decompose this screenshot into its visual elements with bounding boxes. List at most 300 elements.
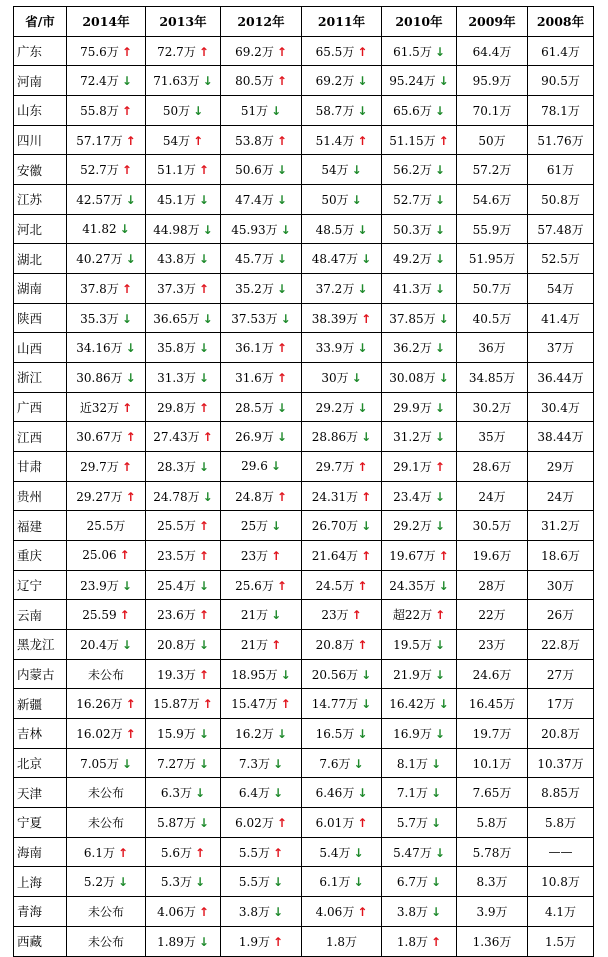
value-cell	[457, 570, 528, 600]
cell-value: 34.85万	[468, 370, 516, 385]
arrow-up-icon: ↑	[438, 548, 449, 563]
value-cell	[382, 155, 457, 185]
value-cell	[528, 570, 594, 600]
province-name: 浙江	[14, 363, 67, 393]
arrow-down-icon: ↓	[125, 192, 136, 207]
arrow-down-icon: ↓	[125, 252, 136, 267]
value-cell	[382, 452, 457, 482]
value-cell	[146, 36, 221, 66]
value-cell	[528, 689, 594, 719]
arrow-down-icon: ↓	[276, 400, 287, 415]
arrow-up-icon: ↑	[121, 281, 132, 296]
value-cell	[146, 511, 221, 541]
cell-value: 6.01万	[315, 815, 355, 830]
arrow-up-icon: ↑	[125, 430, 136, 445]
province-name: 吉林	[14, 719, 67, 749]
arrow-down-icon: ↓	[121, 74, 132, 89]
header-year: 2013年	[146, 7, 221, 37]
arrow-down-icon: ↓	[195, 786, 206, 801]
value-cell	[221, 125, 302, 155]
cell-value: 36.65万	[153, 311, 200, 326]
cell-value: 5.87万	[157, 815, 196, 830]
arrow-down-icon: ↓	[351, 192, 362, 207]
table-row	[14, 630, 594, 660]
table-row	[14, 808, 594, 838]
arrow-up-icon: ↑	[434, 459, 445, 474]
value-cell	[67, 748, 146, 778]
province-name: 安徽	[14, 155, 67, 185]
value-cell	[382, 511, 457, 541]
cell-value: 23万	[478, 637, 506, 652]
cell-value: 28.5万	[235, 400, 274, 415]
arrow-down-icon: ↓	[357, 281, 368, 296]
arrow-up-icon: ↑	[273, 934, 284, 949]
province-name: 宁夏	[14, 808, 67, 838]
value-cell	[146, 392, 221, 422]
value-cell	[67, 125, 146, 155]
arrow-down-icon: ↓	[198, 578, 209, 593]
table-row	[14, 778, 594, 808]
arrow-down-icon: ↓	[438, 578, 449, 593]
cell-value: 26.9万	[235, 430, 274, 445]
arrow-up-icon: ↑	[361, 311, 372, 326]
value-cell	[457, 422, 528, 452]
province-name: 山西	[14, 333, 67, 363]
table-row	[14, 96, 594, 126]
cell-value: 56.2万	[393, 163, 432, 178]
value-cell	[302, 422, 382, 452]
value-cell	[302, 185, 382, 215]
value-cell	[382, 66, 457, 96]
cell-value: 29.1万	[393, 459, 432, 474]
table-row	[14, 66, 594, 96]
cell-value: 22.8万	[541, 637, 580, 652]
value-cell	[221, 867, 302, 897]
arrow-up-icon: ↑	[271, 637, 282, 652]
province-name: 江西	[14, 422, 67, 452]
arrow-up-icon: ↑	[435, 608, 446, 623]
province-name: 山东	[14, 96, 67, 126]
arrow-down-icon: ↓	[431, 786, 442, 801]
arrow-down-icon: ↓	[125, 370, 136, 385]
cell-value: 57.17万	[76, 133, 123, 148]
cell-value: 10.1万	[472, 756, 512, 771]
province-name: 西藏	[14, 926, 67, 956]
province-name: 内蒙古	[14, 659, 67, 689]
arrow-down-icon: ↓	[357, 786, 368, 801]
cell-value: 未公布	[87, 815, 124, 830]
value-cell	[221, 600, 302, 630]
value-cell	[382, 422, 457, 452]
arrow-down-icon: ↓	[276, 192, 287, 207]
cell-value: 51.1万	[157, 163, 196, 178]
value-cell	[67, 66, 146, 96]
value-cell	[528, 808, 594, 838]
value-cell	[221, 363, 302, 393]
cell-value: 24.5万	[315, 578, 355, 593]
value-cell	[67, 926, 146, 956]
value-cell	[67, 155, 146, 185]
cell-value: 8.3万	[476, 875, 508, 890]
arrow-up-icon: ↑	[198, 281, 209, 296]
arrow-down-icon: ↓	[357, 341, 368, 356]
cell-value: 78.1万	[541, 103, 580, 118]
arrow-down-icon: ↓	[273, 756, 284, 771]
value-cell	[67, 511, 146, 541]
value-cell	[302, 125, 382, 155]
province-name: 海南	[14, 837, 67, 867]
arrow-up-icon: ↑	[119, 607, 130, 622]
value-cell	[221, 659, 302, 689]
cell-value: 25.5万	[86, 519, 126, 534]
cell-value: 41.82	[82, 222, 117, 237]
value-cell	[221, 392, 302, 422]
cell-value: 45.7万	[235, 252, 274, 267]
arrow-up-icon: ↑	[125, 133, 136, 148]
cell-value: 5.8万	[544, 815, 577, 830]
cell-value: 6.7万	[396, 875, 429, 890]
cell-value: 8.1万	[396, 756, 429, 771]
arrow-down-icon: ↓	[202, 311, 213, 326]
cell-value: 40.5万	[472, 311, 512, 326]
value-cell	[67, 214, 146, 244]
province-name: 广西	[14, 392, 67, 422]
cell-value: 7.65万	[472, 786, 512, 801]
value-cell	[67, 570, 146, 600]
value-cell	[528, 125, 594, 155]
value-cell	[146, 274, 221, 304]
value-cell	[146, 570, 221, 600]
table-row	[14, 689, 594, 719]
arrow-down-icon: ↓	[431, 875, 442, 890]
value-cell	[302, 303, 382, 333]
value-cell	[221, 719, 302, 749]
cell-value: 6.4万	[238, 786, 271, 801]
cell-value: 43.8万	[157, 252, 196, 267]
cell-value: 10.37万	[537, 756, 584, 771]
value-cell	[302, 926, 382, 956]
cell-value: 30万	[546, 578, 575, 593]
value-cell	[528, 452, 594, 482]
value-cell	[457, 778, 528, 808]
header-year: 2010年	[382, 7, 457, 37]
value-cell	[221, 837, 302, 867]
value-cell	[67, 36, 146, 66]
cell-value: 30.67万	[76, 430, 123, 445]
table-row	[14, 333, 594, 363]
header-year: 2012年	[221, 7, 302, 37]
value-cell	[146, 748, 221, 778]
value-cell	[528, 185, 594, 215]
cell-value: 55.9万	[472, 222, 512, 237]
arrow-down-icon: ↓	[193, 103, 204, 118]
cell-value: 30.08万	[389, 370, 436, 385]
value-cell	[457, 363, 528, 393]
table-row	[14, 511, 594, 541]
cell-value: 80.5万	[235, 74, 274, 89]
arrow-down-icon: ↓	[202, 74, 213, 89]
cell-value: 6.1万	[319, 875, 351, 890]
cell-value: 24.78万	[153, 489, 200, 504]
value-cell	[382, 125, 457, 155]
arrow-down-icon: ↓	[434, 103, 445, 118]
arrow-down-icon: ↓	[121, 578, 132, 593]
value-cell	[528, 719, 594, 749]
cell-value: 30.5万	[472, 519, 512, 534]
cell-value: 51.4万	[315, 133, 355, 148]
arrow-down-icon: ↓	[276, 726, 287, 741]
cell-value: 52.7万	[393, 192, 432, 207]
cell-value: 35.2万	[235, 281, 274, 296]
cell-value: 20.4万	[80, 637, 119, 652]
arrow-up-icon: ↑	[121, 44, 132, 59]
arrow-down-icon: ↓	[431, 756, 442, 771]
cell-value: 36.44万	[537, 370, 584, 385]
arrow-down-icon: ↓	[361, 697, 372, 712]
arrow-down-icon: ↓	[198, 815, 209, 830]
cell-value: 42.57万	[76, 192, 123, 207]
value-cell	[221, 96, 302, 126]
value-cell	[146, 244, 221, 274]
arrow-down-icon: ↓	[276, 252, 287, 267]
cell-value: 54.6万	[472, 192, 512, 207]
arrow-up-icon: ↑	[122, 400, 133, 415]
cell-value: 25.5万	[157, 519, 196, 534]
province-name: 福建	[14, 511, 67, 541]
value-cell	[457, 689, 528, 719]
value-cell	[221, 778, 302, 808]
cell-value: 5.5万	[238, 845, 271, 860]
value-cell	[146, 808, 221, 838]
cell-value: 61.4万	[541, 44, 580, 59]
cell-value: 26.70万	[311, 519, 359, 534]
cell-value: 3.8万	[238, 904, 271, 919]
cell-value: 16.42万	[389, 697, 436, 712]
cell-value: 29.8万	[157, 400, 196, 415]
value-cell	[302, 511, 382, 541]
value-cell	[528, 155, 594, 185]
value-cell	[302, 274, 382, 304]
value-cell	[382, 748, 457, 778]
cell-value: 72.4万	[80, 74, 119, 89]
value-cell	[302, 541, 382, 571]
arrow-up-icon: ↑	[121, 103, 132, 118]
arrow-up-icon: ↑	[438, 133, 449, 148]
arrow-down-icon: ↓	[280, 667, 291, 682]
province-name: 天津	[14, 778, 67, 808]
value-cell	[382, 837, 457, 867]
arrow-up-icon: ↑	[198, 163, 209, 178]
cell-value: 7.05万	[80, 756, 119, 771]
cell-value: 65.5万	[315, 44, 355, 59]
table-row	[14, 214, 594, 244]
arrow-up-icon: ↑	[125, 697, 136, 712]
value-cell	[302, 481, 382, 511]
value-cell	[67, 630, 146, 660]
exam-applicants-table	[13, 6, 594, 957]
arrow-up-icon: ↑	[357, 459, 368, 474]
arrow-up-icon: ↑	[121, 163, 132, 178]
value-cell	[528, 274, 594, 304]
arrow-down-icon: ↓	[276, 163, 287, 178]
cell-value: 51.95万	[468, 252, 516, 267]
cell-value: 36.1万	[235, 341, 274, 356]
cell-value: 5.5万	[238, 875, 271, 890]
cell-value: 5.78万	[472, 845, 512, 860]
value-cell	[382, 926, 457, 956]
value-cell	[146, 363, 221, 393]
arrow-down-icon: ↓	[270, 459, 281, 474]
cell-value: 5.7万	[396, 815, 429, 830]
value-cell	[302, 244, 382, 274]
cell-value: 29.7万	[315, 459, 355, 474]
cell-value: 18.95万	[231, 667, 278, 682]
value-cell	[382, 659, 457, 689]
cell-value: 30.2万	[472, 400, 512, 415]
value-cell	[302, 66, 382, 96]
value-cell	[146, 214, 221, 244]
value-cell	[302, 363, 382, 393]
arrow-down-icon: ↓	[198, 934, 209, 949]
cell-value: 5.8万	[476, 815, 508, 830]
value-cell	[67, 274, 146, 304]
cell-value: 5.47万	[393, 845, 432, 860]
arrow-down-icon: ↓	[434, 667, 445, 682]
province-name: 辽宁	[14, 570, 67, 600]
value-cell	[221, 274, 302, 304]
table-row	[14, 659, 594, 689]
arrow-down-icon: ↓	[198, 252, 209, 267]
arrow-down-icon: ↓	[361, 430, 372, 445]
arrow-down-icon: ↓	[353, 845, 364, 860]
value-cell	[67, 897, 146, 927]
arrow-down-icon: ↓	[198, 637, 209, 652]
value-cell	[528, 659, 594, 689]
arrow-down-icon: ↓	[119, 222, 130, 237]
arrow-down-icon: ↓	[276, 281, 287, 296]
table-row	[14, 422, 594, 452]
value-cell	[382, 244, 457, 274]
cell-value: 38.39万	[311, 311, 359, 326]
cell-value: 8.85万	[541, 786, 580, 801]
value-cell	[528, 244, 594, 274]
value-cell	[382, 36, 457, 66]
cell-value: 25万	[240, 519, 269, 534]
cell-value: 41.3万	[393, 281, 432, 296]
arrow-down-icon: ↓	[276, 430, 287, 445]
value-cell	[382, 778, 457, 808]
cell-value: 54万	[546, 281, 575, 296]
value-cell	[382, 274, 457, 304]
value-cell	[67, 837, 146, 867]
value-cell	[302, 867, 382, 897]
arrow-down-icon: ↓	[357, 726, 368, 741]
cell-value: 54万	[162, 133, 191, 148]
value-cell	[382, 481, 457, 511]
cell-value: 20.8万	[157, 637, 196, 652]
province-name: 河北	[14, 214, 67, 244]
value-cell	[528, 748, 594, 778]
arrow-down-icon: ↓	[434, 726, 445, 741]
arrow-down-icon: ↓	[121, 756, 132, 771]
arrow-up-icon: ↑	[361, 548, 372, 563]
table-row	[14, 926, 594, 956]
province-name: 陕西	[14, 303, 67, 333]
table-row	[14, 748, 594, 778]
cell-value: 19.3万	[157, 667, 196, 682]
cell-value: 24.6万	[472, 667, 512, 682]
value-cell	[67, 719, 146, 749]
cell-value: 51万	[240, 103, 269, 118]
value-cell	[67, 778, 146, 808]
cell-value: 23.4万	[393, 489, 432, 504]
value-cell	[221, 185, 302, 215]
arrow-up-icon: ↑	[121, 459, 132, 474]
arrow-down-icon: ↓	[118, 875, 129, 890]
table-row	[14, 303, 594, 333]
cell-value: 3.9万	[476, 904, 508, 919]
value-cell	[146, 926, 221, 956]
arrow-down-icon: ↓	[273, 904, 284, 919]
cell-value: 16.5万	[315, 726, 355, 741]
value-cell	[67, 303, 146, 333]
cell-value: 35.3万	[80, 311, 119, 326]
province-name: 青海	[14, 897, 67, 927]
arrow-down-icon: ↓	[434, 430, 445, 445]
value-cell	[457, 333, 528, 363]
cell-value: 21.9万	[393, 667, 432, 682]
cell-value: 16.45万	[468, 697, 516, 712]
value-cell	[528, 541, 594, 571]
value-cell	[457, 185, 528, 215]
arrow-up-icon: ↑	[118, 845, 129, 860]
cell-value: 23.6万	[157, 608, 196, 623]
value-cell	[221, 481, 302, 511]
arrow-up-icon: ↑	[198, 548, 209, 563]
cell-value: 37.53万	[231, 311, 278, 326]
table-row	[14, 541, 594, 571]
arrow-down-icon: ↓	[357, 103, 368, 118]
cell-value: 75.6万	[80, 44, 119, 59]
value-cell	[221, 541, 302, 571]
arrow-up-icon: ↑	[271, 548, 282, 563]
arrow-down-icon: ↓	[195, 875, 206, 890]
cell-value: 29.9万	[393, 400, 432, 415]
arrow-down-icon: ↓	[202, 489, 213, 504]
cell-value: 45.1万	[157, 192, 196, 207]
table-row	[14, 244, 594, 274]
value-cell	[146, 541, 221, 571]
cell-value: ——	[548, 845, 573, 860]
table-row	[14, 392, 594, 422]
value-cell	[528, 481, 594, 511]
province-name: 甘肃	[14, 452, 67, 482]
cell-value: 23.9万	[80, 578, 119, 593]
value-cell	[528, 837, 594, 867]
cell-value: 48.47万	[311, 252, 359, 267]
arrow-up-icon: ↑	[357, 904, 368, 919]
value-cell	[302, 36, 382, 66]
cell-value: 31.2万	[393, 430, 432, 445]
cell-value: 37.3万	[157, 281, 196, 296]
cell-value: 69.2万	[315, 74, 355, 89]
cell-value: 5.2万	[83, 875, 116, 890]
value-cell	[528, 926, 594, 956]
cell-value: 25.6万	[235, 578, 274, 593]
arrow-up-icon: ↑	[198, 44, 209, 59]
arrow-up-icon: ↑	[202, 697, 213, 712]
cell-value: 29.27万	[76, 489, 123, 504]
